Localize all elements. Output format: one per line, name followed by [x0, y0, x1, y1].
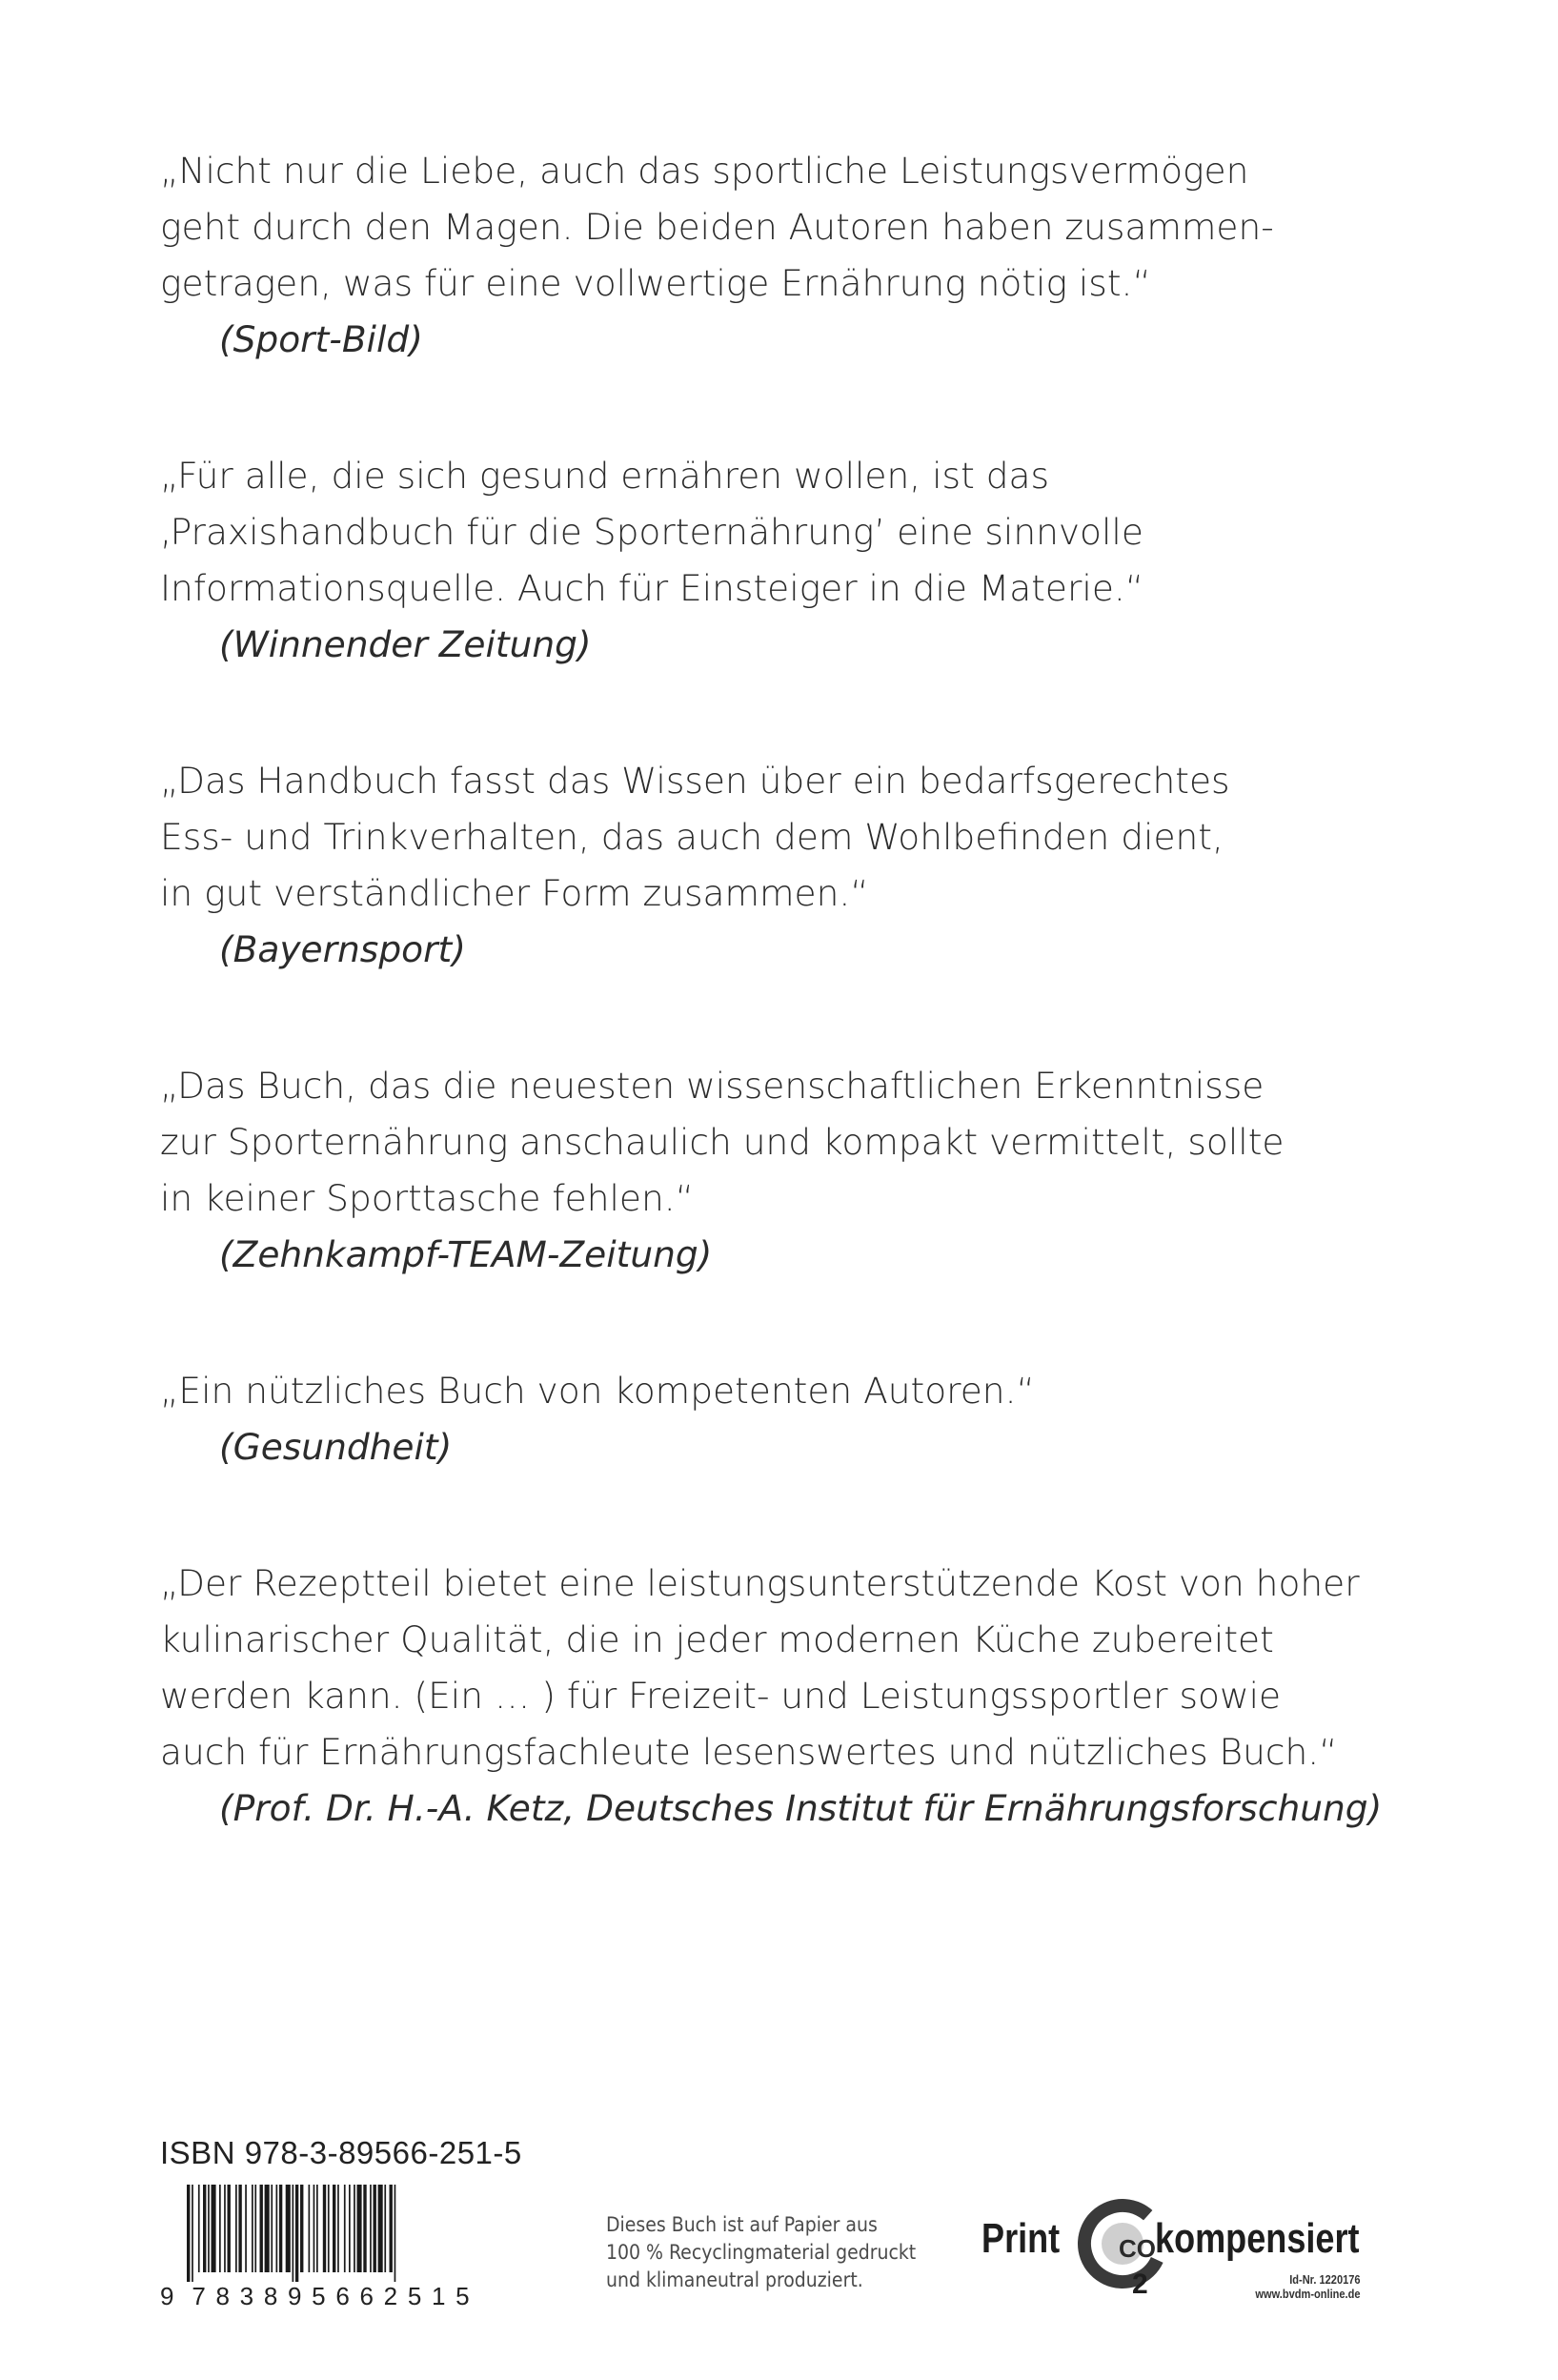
barcode-bar — [333, 2185, 335, 2272]
barcode-bar — [238, 2185, 241, 2272]
review-source: (Gesundheit) — [219, 1426, 453, 1468]
review-quote: „Für alle, die sich gesund ernähren wollen, ist das ‚Praxishandbuch für die Sporternährung’ eine sinnvolle Informationsquelle. Auch für Einsteiger in die Materie.“ — [160, 455, 1144, 609]
barcode-bar — [363, 2185, 366, 2272]
barcode-bar — [235, 2185, 237, 2272]
barcode-bar — [295, 2185, 298, 2282]
barcode-bar — [323, 2185, 326, 2272]
barcode-bar — [390, 2185, 393, 2272]
review-source: (Prof. Dr. H.-A. Ketz, Deutsches Institut für Ernährungsforschung) — [219, 1787, 1383, 1829]
print-co2-logo — [981, 2188, 1363, 2303]
co2-letters: CO — [1119, 2234, 1156, 2263]
barcode-digits — [160, 2282, 475, 2311]
barcode-bar — [228, 2185, 231, 2272]
barcode-bar — [337, 2185, 339, 2272]
barcode-bar — [192, 2185, 193, 2282]
paper-note: Dieses Buch ist auf Papier aus 100 % Recyclingmaterial gedruckt und klimaneutral produziert. — [606, 2213, 917, 2291]
review-quote: „Der Rezeptteil bietet eine leistungsunterstützende Kost von hoher kulinarischer Qualität, die in jeder modernen Küche zubereitet werden kann. (Ein … ) für Freizeit- und Leistungssportler sowie auch für Ernährungsfachleute lesenswertes und nützliches Buch.“ — [160, 1562, 1360, 1773]
logo-id-number: Id-Nr. 1220176 — [1289, 2272, 1361, 2287]
review-quote: „Das Buch, das die neuesten wissenschaftlichen Erkenntnisse zur Sporternährung anschaulich und kompakt vermittelt, sollte in keiner Sporttasche fehlen.“ — [160, 1065, 1285, 1219]
barcode-bar — [354, 2185, 355, 2272]
review-item — [160, 448, 1399, 673]
barcode-bar — [219, 2185, 221, 2272]
review-source: (Winnender Zeitung) — [219, 623, 592, 665]
review-item — [160, 1363, 1399, 1475]
barcode-bar — [279, 2185, 282, 2272]
barcode-digit-lead: 9 — [160, 2282, 174, 2310]
review-item — [160, 753, 1399, 978]
barcode-bar — [309, 2185, 311, 2272]
barcode-bar — [384, 2185, 386, 2272]
barcode-bar — [349, 2185, 351, 2272]
barcode-digits-left: 7 8 3 8 9 5 — [192, 2282, 326, 2310]
logo-kompensiert-text: kompensiert — [1155, 2215, 1360, 2262]
barcode-bar — [395, 2185, 396, 2282]
logo-website: www.bvdm-online.de — [1255, 2287, 1361, 2301]
review-item — [160, 1058, 1399, 1283]
logo-id-block — [1256, 2272, 1361, 2301]
review-quote: „Ein nützliches Buch von kompetenten Autoren.“ — [160, 1370, 1035, 1412]
barcode-bar — [378, 2185, 383, 2272]
review-item — [160, 1556, 1399, 1837]
review-item — [160, 143, 1399, 368]
barcode-bar — [370, 2185, 372, 2272]
review-quote: „Nicht nur die Liebe, auch das sportliche Leistungsvermögen geht durch den Magen. Die beiden Autoren haben zusammen- getragen, was für eine vollwertige Ernährung nötig ist.“ — [160, 150, 1274, 304]
barcode-bar — [252, 2185, 253, 2272]
barcode-bar — [357, 2185, 362, 2272]
barcode-bar — [276, 2185, 278, 2272]
barcode-bar — [374, 2185, 376, 2272]
barcode-bar — [245, 2185, 247, 2272]
barcode-bar — [328, 2185, 330, 2272]
barcode-digits-right: 6 6 2 5 1 5 — [335, 2282, 470, 2310]
barcode-bar — [314, 2185, 315, 2272]
isbn-label: ISBN 978-3-89566-251-5 — [160, 2135, 522, 2170]
review-quote: „Das Handbuch fasst das Wissen über ein bedarfsgerechtes Ess- und Trinkverhalten, das auch dem Wohlbefinden dient, in gut verständlicher Form zusammen.“ — [160, 760, 1230, 914]
barcode-bar — [316, 2185, 318, 2272]
barcode-bar — [260, 2185, 263, 2272]
barcode-bar — [265, 2185, 270, 2272]
barcode-bar — [198, 2185, 200, 2272]
barcode-bar — [212, 2185, 216, 2272]
review-source: (Bayernsport) — [219, 928, 466, 970]
co2-subscript: 2 — [1132, 2268, 1148, 2299]
barcode-bar — [254, 2185, 256, 2272]
barcode-bar — [187, 2185, 190, 2282]
barcode-bar — [208, 2185, 210, 2272]
barcode-icon — [160, 2185, 475, 2282]
barcode-bar — [300, 2185, 303, 2272]
barcode-bar — [271, 2185, 273, 2272]
review-source: (Zehnkampf-TEAM-Zeitung) — [219, 1233, 713, 1275]
barcode-bar — [224, 2185, 226, 2272]
barcode-bar — [203, 2185, 206, 2272]
barcode-bar — [344, 2185, 346, 2272]
review-source: (Sport-Bild) — [219, 318, 423, 360]
logo-print-text: Print — [981, 2215, 1061, 2262]
review-list — [160, 143, 1399, 1917]
barcode-bar — [293, 2185, 294, 2282]
barcode-bar — [286, 2185, 291, 2272]
